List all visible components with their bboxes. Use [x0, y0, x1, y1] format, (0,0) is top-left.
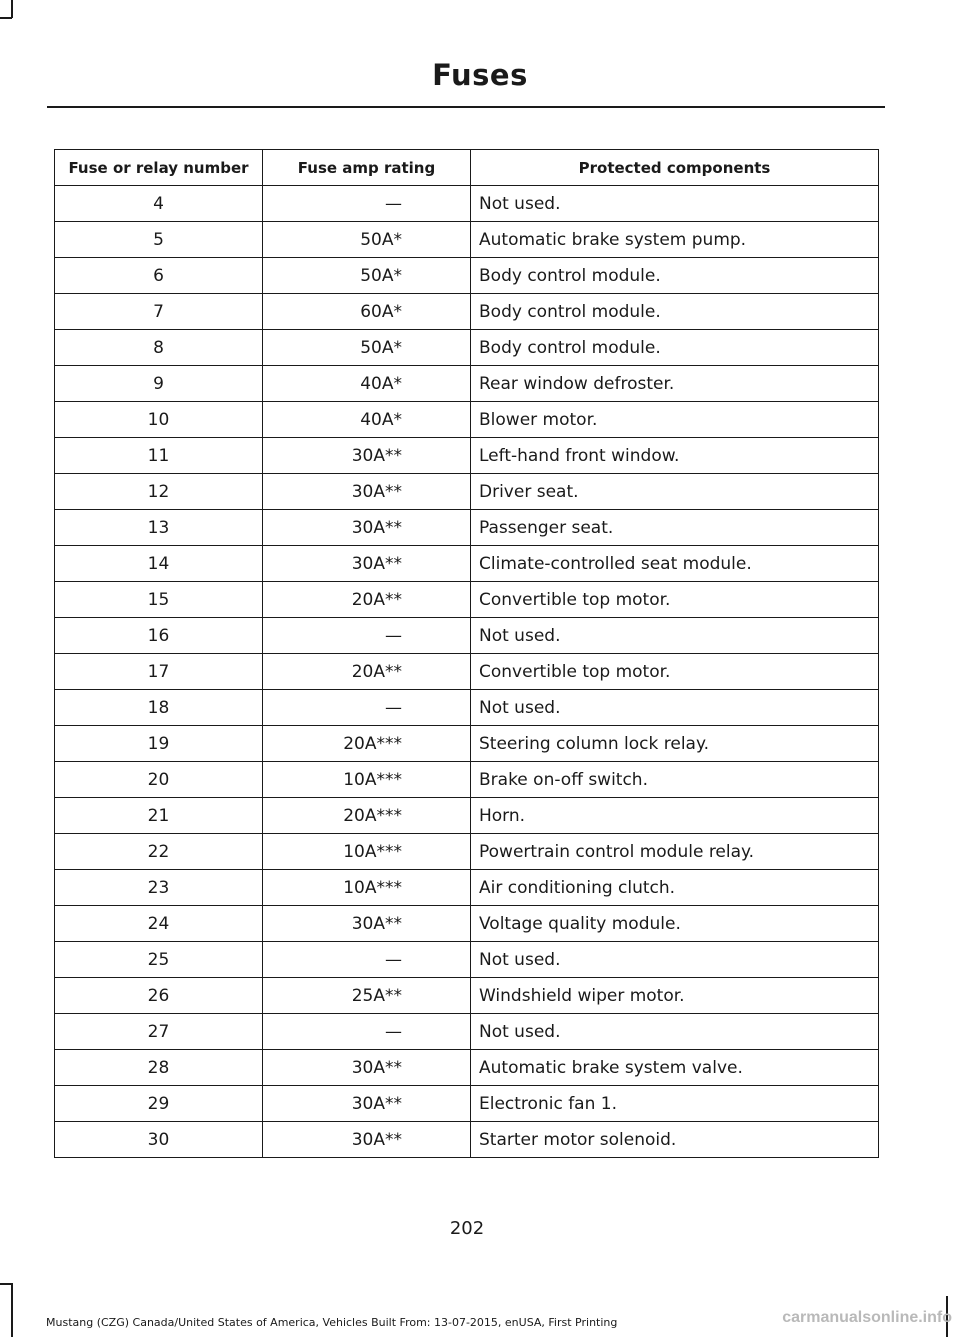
- table-row: [55, 654, 879, 690]
- amp-rating-cell: 40A*: [263, 402, 471, 438]
- amp-rating-cell: —: [263, 618, 471, 654]
- table-row: [55, 222, 879, 258]
- column-header-amp-rating: Fuse amp rating: [263, 150, 471, 186]
- amp-rating-cell: —: [263, 1014, 471, 1050]
- protected-component-cell: Convertible top motor.: [471, 654, 879, 690]
- protected-component-cell: Automatic brake system valve.: [471, 1050, 879, 1086]
- amp-rating-cell: 40A*: [263, 366, 471, 402]
- protected-component-cell: Electronic fan 1.: [471, 1086, 879, 1122]
- fuse-number-cell: 17: [55, 654, 263, 690]
- fuse-number-cell: 4: [55, 186, 263, 222]
- protected-component-cell: Rear window defroster.: [471, 366, 879, 402]
- protected-component-cell: Powertrain control module relay.: [471, 834, 879, 870]
- fuse-table: [54, 149, 879, 1158]
- table-row: [55, 294, 879, 330]
- fuse-number-cell: 6: [55, 258, 263, 294]
- table-row: [55, 942, 879, 978]
- amp-rating-cell: 30A**: [263, 438, 471, 474]
- fuse-number-cell: 8: [55, 330, 263, 366]
- fuse-number-cell: 7: [55, 294, 263, 330]
- table-row: [55, 330, 879, 366]
- protected-component-cell: Blower motor.: [471, 402, 879, 438]
- amp-rating-cell: 50A*: [263, 330, 471, 366]
- table-row: [55, 402, 879, 438]
- table-row: [55, 582, 879, 618]
- fuse-number-cell: 27: [55, 1014, 263, 1050]
- protected-component-cell: Body control module.: [471, 294, 879, 330]
- protected-component-cell: Not used.: [471, 618, 879, 654]
- fuse-number-cell: 16: [55, 618, 263, 654]
- table-row: [55, 1014, 879, 1050]
- amp-rating-cell: 30A**: [263, 1050, 471, 1086]
- table-row: [55, 546, 879, 582]
- table-row: [55, 834, 879, 870]
- fuse-number-cell: 22: [55, 834, 263, 870]
- protected-component-cell: Brake on-off switch.: [471, 762, 879, 798]
- fuse-number-cell: 19: [55, 726, 263, 762]
- title-rule: [47, 106, 885, 108]
- table-row: [55, 1050, 879, 1086]
- amp-rating-cell: 30A**: [263, 1122, 471, 1158]
- page-title: Fuses: [432, 58, 528, 92]
- fuse-number-cell: 11: [55, 438, 263, 474]
- table-row: [55, 438, 879, 474]
- table-row: [55, 762, 879, 798]
- amp-rating-cell: 10A***: [263, 762, 471, 798]
- protected-component-cell: Body control module.: [471, 330, 879, 366]
- table-row: [55, 870, 879, 906]
- table-row: [55, 798, 879, 834]
- amp-rating-cell: 20A***: [263, 726, 471, 762]
- table-row: [55, 726, 879, 762]
- table-row: [55, 510, 879, 546]
- table-row: [55, 186, 879, 222]
- amp-rating-cell: 30A**: [263, 906, 471, 942]
- table-row: [55, 1086, 879, 1122]
- amp-rating-cell: 60A*: [263, 294, 471, 330]
- amp-rating-cell: 10A***: [263, 870, 471, 906]
- fuse-number-cell: 12: [55, 474, 263, 510]
- fuse-number-cell: 10: [55, 402, 263, 438]
- amp-rating-cell: 20A**: [263, 582, 471, 618]
- protected-component-cell: Steering column lock relay.: [471, 726, 879, 762]
- table-row: [55, 978, 879, 1014]
- fuse-number-cell: 25: [55, 942, 263, 978]
- fuse-number-cell: 13: [55, 510, 263, 546]
- fuse-number-cell: 23: [55, 870, 263, 906]
- fuse-number-cell: 20: [55, 762, 263, 798]
- fuse-number-cell: 29: [55, 1086, 263, 1122]
- table-row: [55, 618, 879, 654]
- protected-component-cell: Convertible top motor.: [471, 582, 879, 618]
- amp-rating-cell: 50A*: [263, 222, 471, 258]
- fuse-number-cell: 21: [55, 798, 263, 834]
- amp-rating-cell: —: [263, 690, 471, 726]
- amp-rating-cell: 30A**: [263, 510, 471, 546]
- table-row: [55, 366, 879, 402]
- fuse-number-cell: 18: [55, 690, 263, 726]
- protected-component-cell: Not used.: [471, 186, 879, 222]
- protected-component-cell: Starter motor solenoid.: [471, 1122, 879, 1158]
- amp-rating-cell: 20A**: [263, 654, 471, 690]
- crop-mark: [11, 1283, 13, 1337]
- fuse-number-cell: 14: [55, 546, 263, 582]
- crop-mark: [0, 17, 12, 19]
- table-row: [55, 906, 879, 942]
- fuse-table-body: [55, 186, 879, 1158]
- column-header-fuse-number: Fuse or relay number: [55, 150, 263, 186]
- fuse-number-cell: 26: [55, 978, 263, 1014]
- amp-rating-cell: 30A**: [263, 546, 471, 582]
- fuse-number-cell: 9: [55, 366, 263, 402]
- amp-rating-cell: —: [263, 186, 471, 222]
- protected-component-cell: Windshield wiper motor.: [471, 978, 879, 1014]
- amp-rating-cell: 25A**: [263, 978, 471, 1014]
- table-row: [55, 1122, 879, 1158]
- protected-component-cell: Not used.: [471, 942, 879, 978]
- protected-component-cell: Air conditioning clutch.: [471, 870, 879, 906]
- amp-rating-cell: 30A**: [263, 1086, 471, 1122]
- amp-rating-cell: 50A*: [263, 258, 471, 294]
- protected-component-cell: Not used.: [471, 690, 879, 726]
- table-header-row: [55, 150, 879, 186]
- amp-rating-cell: 10A***: [263, 834, 471, 870]
- protected-component-cell: Passenger seat.: [471, 510, 879, 546]
- fuse-number-cell: 5: [55, 222, 263, 258]
- watermark-logo: carmanualsonline.info: [782, 1309, 952, 1326]
- protected-component-cell: Left-hand front window.: [471, 438, 879, 474]
- protected-component-cell: Climate-controlled seat module.: [471, 546, 879, 582]
- table-row: [55, 474, 879, 510]
- table-row: [55, 258, 879, 294]
- fuse-number-cell: 15: [55, 582, 263, 618]
- fuse-number-cell: 24: [55, 906, 263, 942]
- footer-text: Mustang (CZG) Canada/United States of America, Vehicles Built From: 13-07-2015, enUSA, First Printing: [46, 1316, 618, 1329]
- column-header-protected-components: Protected components: [471, 150, 879, 186]
- table-row: [55, 690, 879, 726]
- crop-mark: [0, 1283, 12, 1285]
- protected-component-cell: Horn.: [471, 798, 879, 834]
- fuse-number-cell: 30: [55, 1122, 263, 1158]
- protected-component-cell: Body control module.: [471, 258, 879, 294]
- protected-component-cell: Voltage quality module.: [471, 906, 879, 942]
- crop-mark: [11, 0, 13, 18]
- fuse-number-cell: 28: [55, 1050, 263, 1086]
- amp-rating-cell: 30A**: [263, 474, 471, 510]
- amp-rating-cell: —: [263, 942, 471, 978]
- protected-component-cell: Driver seat.: [471, 474, 879, 510]
- protected-component-cell: Automatic brake system pump.: [471, 222, 879, 258]
- amp-rating-cell: 20A***: [263, 798, 471, 834]
- protected-component-cell: Not used.: [471, 1014, 879, 1050]
- page-number: 202: [449, 1218, 485, 1239]
